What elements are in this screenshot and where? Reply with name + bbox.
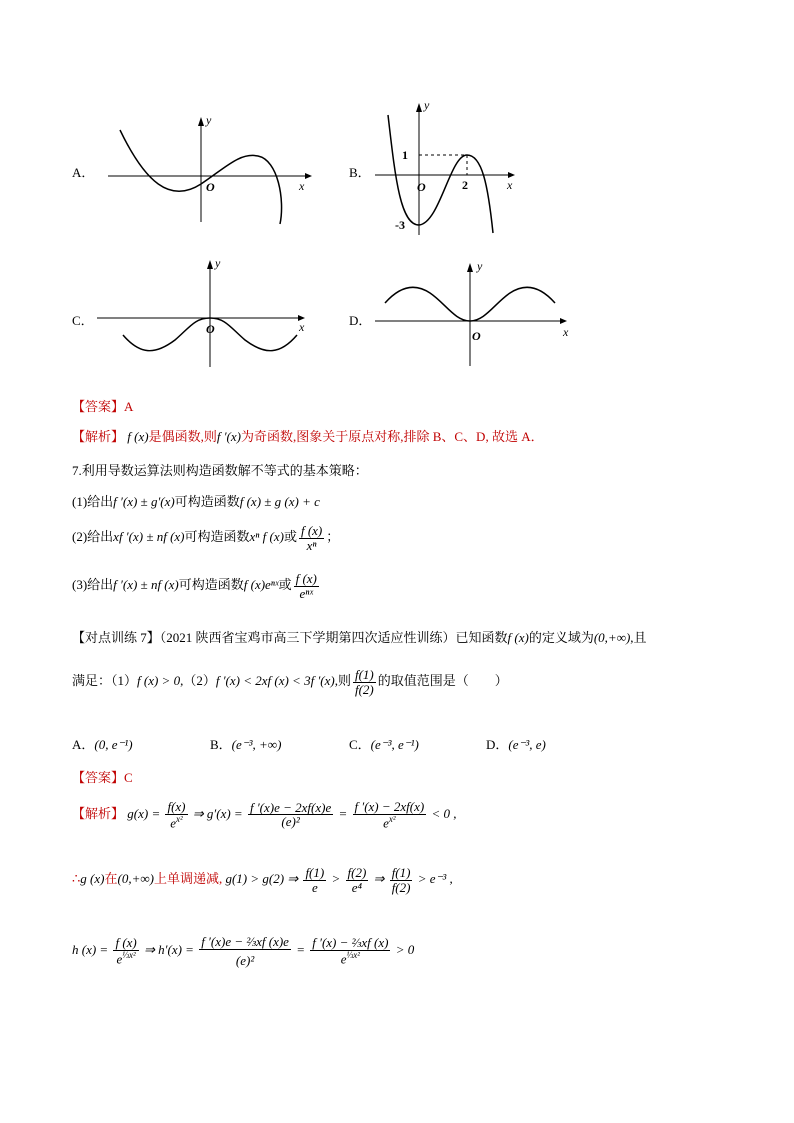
l1-eq: = <box>338 805 348 821</box>
practice-ratio-num: f(1) <box>354 667 374 682</box>
l3-d1: e <box>116 951 123 967</box>
choice-d-label: D． <box>486 737 509 752</box>
answer-2 <box>72 767 133 786</box>
l3-frac-3: $\frac{\text{f ′(x) − ⅔xf (x)}}{e^{\frac{1}{3}x^2}}$ <box>312 935 389 967</box>
origin-label: O <box>206 180 215 194</box>
answer-value: A <box>124 399 134 414</box>
choice-a-label: A． <box>72 737 95 752</box>
l3-frac-1: $\frac{f (x)}{e^{\frac{1}{3}x^2}}$ <box>115 935 137 967</box>
choice-c-label: C． <box>349 737 371 752</box>
l2-ineq: g(1) > g(2) ⇒ <box>225 871 299 887</box>
practice-then: ,则 <box>334 673 351 689</box>
l1-d1: e <box>170 814 177 830</box>
y-axis-arrow <box>416 103 422 112</box>
practice-cond-pre: 满足：（1） <box>72 673 138 689</box>
s3-result: f (x)eⁿˣ <box>243 577 279 593</box>
s1-mid: 可构造函数 <box>174 494 240 509</box>
origin-label: O <box>417 180 426 194</box>
l1-n2: f ′(x)e − 2xf(x)e <box>249 799 332 815</box>
l2-end: > e⁻³ , <box>417 871 453 887</box>
option-a-label: A． <box>72 165 95 180</box>
l1-g: g(x) = <box>127 805 161 821</box>
s3-or: 或 <box>278 577 292 593</box>
choice-b-label: B． <box>210 737 232 752</box>
analysis-text-2: 为奇函数,图象关于原点对称,排除 B、C、D, 故选 A． <box>240 429 544 444</box>
l3-h: h (x) = <box>72 942 109 958</box>
s1-result: f (x) ± g (x) + c <box>239 494 320 509</box>
s2-pre: (2)给出 <box>72 529 114 545</box>
y-label: y <box>424 98 430 112</box>
graph-b <box>370 95 530 240</box>
l1-frac-1: $\frac{f(x)}{e^{x^2}}$ <box>167 799 186 830</box>
l2-d2: e⁴ <box>351 879 363 895</box>
x-axis-arrow <box>305 173 312 179</box>
strategy-1 <box>72 491 320 510</box>
practice-cond-2-pre: ,（2） <box>180 673 216 689</box>
l1-arrow: ⇒ g′(x) = <box>192 805 243 821</box>
practice-ratio-den: f(2) <box>354 681 374 697</box>
l1-n1: f(x) <box>167 799 186 814</box>
l1-frac-2 <box>248 801 333 829</box>
l2-therefore: ∴ <box>72 871 81 887</box>
x-axis-arrow <box>560 318 567 324</box>
graph-d <box>370 258 580 370</box>
graph-a <box>100 112 320 227</box>
strategy-3 <box>72 572 321 600</box>
y-axis-arrow <box>467 263 473 272</box>
s2-expr: xf ′(x) ± nf (x) <box>113 529 185 545</box>
tick-y1: 1 <box>402 148 408 162</box>
l2-domain: (0,+∞) <box>117 871 154 887</box>
l3-end: > 0 <box>395 942 415 958</box>
s2-den: xⁿ <box>306 537 317 553</box>
analysis-bracket: 【解析】 <box>72 805 125 821</box>
l2-frac-2 <box>346 866 369 894</box>
tick-x2: 2 <box>462 178 468 192</box>
s1-pre: (1)给出 <box>72 494 114 509</box>
analysis-1 <box>72 426 544 445</box>
s3-den: eⁿˣ <box>299 585 314 601</box>
curve-b <box>388 115 493 233</box>
l3-d3: e <box>340 951 347 967</box>
choice-b-value: (e⁻³, +∞) <box>231 737 282 752</box>
y-axis-arrow <box>207 260 213 269</box>
practice-f: f (x) <box>507 630 529 645</box>
practice-ask: 的取值范围是（ ） <box>377 673 508 689</box>
practice-cond-1: f (x) > 0 <box>137 673 181 689</box>
tick-y-3: -3 <box>395 218 405 232</box>
l3-eq: = <box>296 942 305 958</box>
practice-bracket: 【对点训练 7】 <box>72 630 160 645</box>
l1-frac-3: $\frac{f '(x) - 2xf(x)}{e^{x^2}}$ <box>354 799 425 830</box>
x-label: x <box>299 179 305 193</box>
l3-arrow: ⇒ h′(x) = <box>144 942 194 958</box>
l2-frac-1 <box>303 866 326 894</box>
analysis-bracket: 【解析】 <box>72 429 125 444</box>
choice-d[interactable] <box>486 734 546 753</box>
practice-line-2 <box>72 668 508 696</box>
x-label: x <box>299 320 305 334</box>
l2-n1: f(1) <box>305 865 325 880</box>
s3-num: f (x) <box>295 571 317 586</box>
practice-tail: ,且 <box>630 630 647 645</box>
l2-mono: 上单调递减, <box>153 871 223 887</box>
l1-n3: f ′(x) − 2xf(x) <box>354 799 425 814</box>
answer-1 <box>72 396 133 415</box>
analysis-2-line-2 <box>72 866 453 894</box>
s2-fraction <box>299 524 324 552</box>
y-label: y <box>206 113 212 127</box>
y-axis-arrow <box>198 117 204 126</box>
strategy-2 <box>72 524 339 552</box>
choice-a-value: (0, e⁻¹) <box>94 737 133 752</box>
practice-source: （2021 陕西省宝鸡市高三下学期第四次适应性训练）已知函数 <box>159 630 508 645</box>
option-c-label: C． <box>72 313 94 328</box>
answer-value: C <box>124 770 133 785</box>
analysis-2-line-3 <box>72 935 414 967</box>
y-label: y <box>477 259 483 273</box>
l2-gt: > <box>331 871 341 887</box>
choice-c-value: (e⁻³, e⁻¹) <box>370 737 419 752</box>
practice-line-1 <box>72 627 647 646</box>
origin-label: O <box>206 322 215 336</box>
l2-n2: f(2) <box>347 865 367 880</box>
l1-end: < 0 , <box>431 805 457 821</box>
s2-or: 或 <box>283 529 297 545</box>
l2-arrow: ⇒ <box>373 871 385 887</box>
analysis-2-line-1 <box>72 800 457 830</box>
l2-in: 在 <box>104 871 118 887</box>
s3-mid: 可构造函数 <box>178 577 244 593</box>
l1-d2: (e)² <box>281 814 300 830</box>
practice-ratio <box>353 668 376 696</box>
x-label: x <box>507 178 513 192</box>
answer-bracket: 【答案】 <box>72 399 125 414</box>
practice-domain: (0,+∞) <box>593 630 631 645</box>
strategy-title: 7.利用导数运算法则构造函数解不等式的基本策略： <box>72 463 368 478</box>
analysis-text-1: 是偶函数,则 <box>148 429 217 444</box>
s3-expr: f ′(x) ± nf (x) <box>113 577 179 593</box>
l2-n3: f(1) <box>391 865 411 880</box>
s3-pre: (3)给出 <box>72 577 114 593</box>
l2-g: g (x) <box>80 871 105 887</box>
l3-n1: f (x) <box>115 935 137 951</box>
l2-d1: e <box>311 879 318 895</box>
choice-b[interactable] <box>210 734 281 753</box>
s2-end: ； <box>326 529 340 545</box>
s1-expr: f ′(x) ± g′(x) <box>113 494 175 509</box>
practice-cond-2: f ′(x) < 2xf (x) < 3f ′(x) <box>215 673 335 689</box>
math-fprime: f ′(x) <box>216 429 241 444</box>
l3-d2: (e)² <box>235 952 255 968</box>
choice-d-value: (e⁻³, e) <box>508 737 546 752</box>
s3-fraction <box>294 572 319 600</box>
l2-d3: f(2) <box>391 879 411 895</box>
answer-bracket: 【答案】 <box>72 770 125 785</box>
l3-frac-2 <box>199 935 291 967</box>
y-label: y <box>215 256 221 270</box>
l3-n2: f ′(x)e − ⅔xf (x)e <box>201 934 289 949</box>
graph-c <box>95 255 315 370</box>
s2-result: xⁿ f (x) <box>249 529 284 545</box>
x-label: x <box>563 325 569 339</box>
l1-d3: e <box>383 814 389 830</box>
choice-a[interactable] <box>72 734 133 753</box>
s2-num: f (x) <box>300 523 323 538</box>
l3-n3: f ′(x) − ⅔xf (x) <box>312 935 389 951</box>
option-d-label: D． <box>349 313 372 328</box>
s2-mid: 可构造函数 <box>184 529 250 545</box>
origin-label: O <box>472 329 481 343</box>
practice-domain-text: 的定义域为 <box>528 630 594 645</box>
choice-c[interactable] <box>349 734 419 753</box>
math-f: f (x) <box>127 429 149 444</box>
option-b-label: B． <box>349 165 371 180</box>
l2-frac-3 <box>390 866 413 894</box>
